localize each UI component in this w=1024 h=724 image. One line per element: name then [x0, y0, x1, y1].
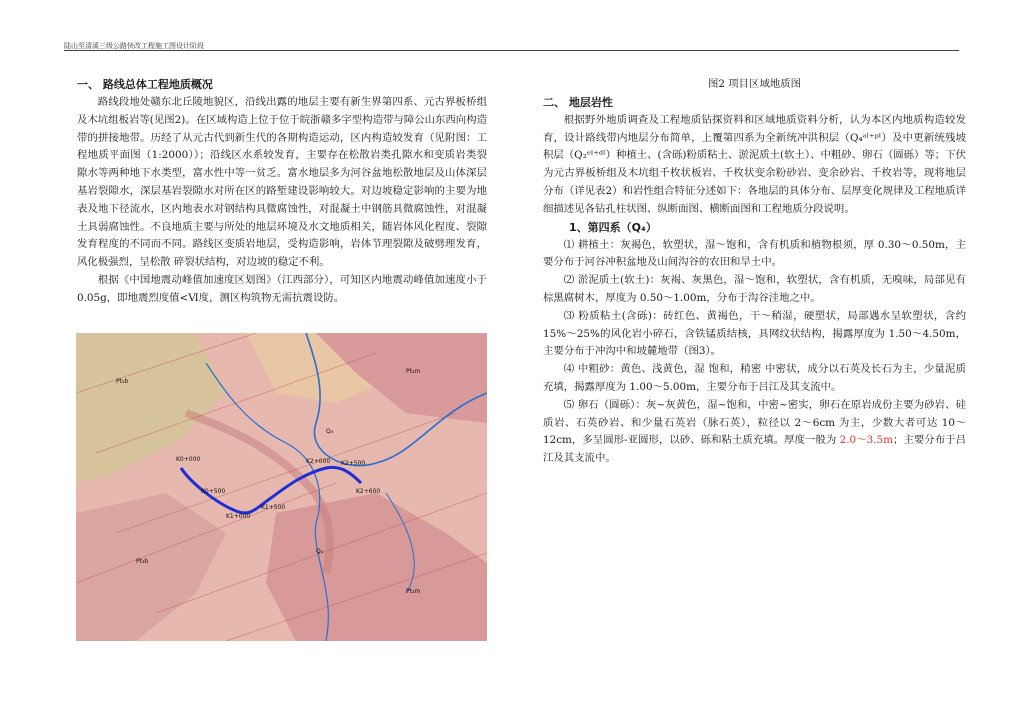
map-unit-label: Pt₃m [406, 368, 421, 375]
geology-map-svg [76, 333, 487, 641]
item-5: ⑸ 卵石（圆砾）：灰~灰黄色，湿~饱和，中密~密实，卵石在原岩成份主要为砂岩、硅质岩、石英砂岩、和少量石英岩（脉石英），粒径以 2～6cm 为主，少数大者可达 10～12cm，多呈圆形-亚圆形，以砂、砾和粘土质充填。厚度一般为 2.0～3.5m；主要分布于吕江及其支流中。 [543, 398, 966, 465]
header-rule [64, 50, 959, 51]
map-label-k0-000: K0+000 [176, 456, 201, 463]
geology-map [76, 333, 487, 641]
map-label-k1-500: K1+500 [261, 504, 286, 511]
section2-title: 二、 地层岩性 [543, 95, 613, 109]
item-3: ⑶ 粉质粘土(含砾)：砖红色、黄褐色，干～稍湿，硬塑状，局部遇水呈软塑状，含约 15%～25%的风化岩小碎石，含铁锰质结核，具网纹状结构，揭露厚度为 1.50～4.50m，主要分布于冲沟中和坡麓地带（图3）。 [543, 309, 966, 358]
page-header: 陆山至清溪三级公路快改工程施工图设计阶段 [64, 42, 204, 50]
map-unit-label: Pt₃m [406, 588, 421, 595]
map-label-k0-500: K0+500 [201, 488, 226, 495]
subsection1-title: 1、第四系（Q₄） [569, 220, 657, 234]
figure-caption: 图2 项目区域地质图 [707, 78, 802, 90]
item-1: ⑴ 耕植土：灰褐色，软塑状，湿～饱和，含有机质和植物根须，厚 0.30～0.50m，主要分布于河谷冲积盆地及山间沟谷的农田和旱土中。 [543, 238, 966, 269]
thickness-highlight: 2.0～3.5m [839, 434, 894, 447]
map-unit-label: Q₄ [316, 548, 324, 555]
section1-title: 一、 路线总体工程地质概况 [77, 78, 213, 91]
map-unit-label: Q₄ [326, 428, 334, 435]
right-column [543, 76, 966, 468]
map-label-k2-000: K2+000 [306, 458, 331, 465]
left-column [77, 76, 487, 308]
section1-para1: 路线段地处赣东北丘陵地貌区，沿线出露的地层主要有新生界第四系、元古界板桥组及木坑组板岩等(见图2)。在区域构造上位于位于皖浙赣多字型构造带与障公山东西向构造带的拼接地带。历经了从元古代到新生代的各期构造运动，区内构造较发育（见附图：工程地质平面图（1:2000））；沿线区水系较发育，主要存在松散岩类孔隙水和变质岩类裂隙水等两种地下水类型，富水性中等一贫乏。富水地层多为河谷盆地松散地层及山体深层基岩裂隙水，深层基岩裂隙水对所在区的路堑建设影响较大。对边坡稳定影响的主要为地表及地下径流水，区内地表水对钢结构具微腐蚀性，对混凝土中钢筋具微腐蚀性，对混凝土具弱腐蚀性。不良地质主要与所处的地层环境及水文地质相关，随岩体风化程度、裂隙发育程度的不同而不同。路线区变质岩地层，受构造影响，岩体节理裂隙及破劈理发育，风化极强烈，呈松散 碎裂状结构，对边坡的稳定不利。 [77, 96, 487, 269]
map-unit-label: Pt₃b [116, 378, 129, 385]
item-4: ⑷ 中粗砂：黄色、浅黄色，湿 饱和，稍密 中密状，成分以石英及长石为主，少量泥质充填，揭露厚度为 1.00～5.00m，主要分布于吕江及其支流中。 [543, 363, 966, 393]
item-2: ⑵ 淤泥质土(软土)：灰褐、灰黑色，湿～饱和，软塑状，含有机质，无嗅味，局部见有棕黑腐树木，厚度为 0.50～1.00m，分布于沟谷洼地之中。 [543, 274, 966, 304]
map-unit-label: Pt₃b [136, 558, 149, 565]
section1-para2: 根据《中国地震动峰值加速度区划图》（江西部分），可知区内地震动峰值加速度小于0.05g，即地震烈度值<Ⅵ度，测区构筑物无需抗震设防。 [77, 273, 487, 304]
map-label-k2-500: K2+500 [341, 460, 366, 467]
map-label-k1-000: K1+000 [226, 513, 251, 520]
map-label-k2-600: K2+600 [356, 488, 381, 495]
section2-para1: 根据野外地质调查及工程地质钻探资料和区域地质资料分析，认为本区内地质构造较发育，设计路线带内地层分布简单，上覆第四系为全新统冲洪积层（Q₄ᵃˡ⁺ᵖˡ）及中更新统残坡积层（Q₂ᵉˡ⁺ᵈˡ）种植土、(含砾)粉质粘土、淤泥质土(软土）、中粗砂、卵石（圆砾）等；下伏为元古界板桥组及木坑组千枚状板岩、千枚状变余粉砂岩、变余砂岩、千枚岩等，现将地层分布（详见表2）和岩性组合特征分述如下：各地层的具体分布、层厚变化规律及工程地质详细描述见各钻孔柱状图、纵断面图、横断面图和工程地质分段说明。 [543, 113, 966, 215]
